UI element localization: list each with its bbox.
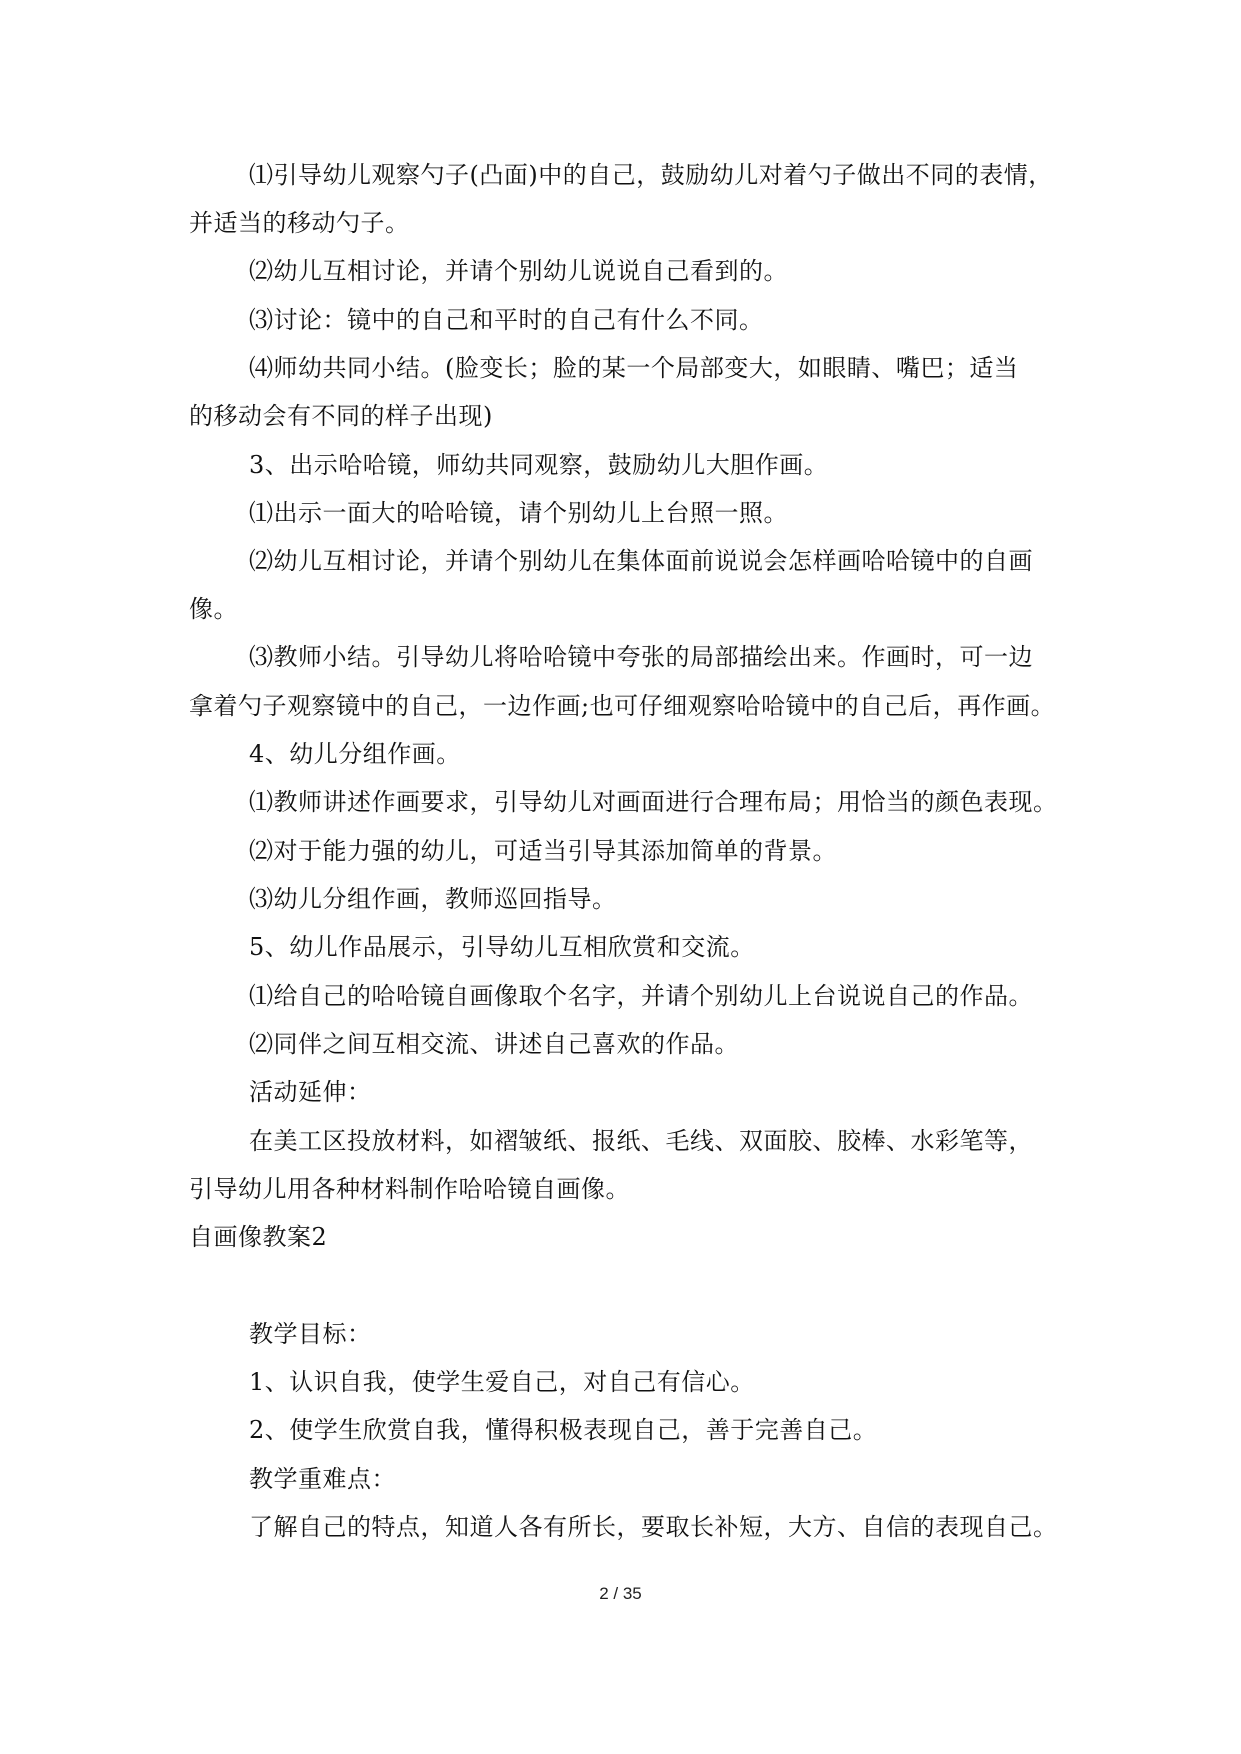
text-line: 教学重难点：: [249, 1465, 396, 1493]
text-line: ⑵幼儿互相讨论，并请个别幼儿说说自己看到的。: [249, 257, 788, 285]
text-line: ⑶讨论：镜中的自己和平时的自己有什么不同。: [249, 306, 764, 334]
text-line: 引导幼儿用各种材料制作哈哈镜自画像。: [189, 1175, 630, 1203]
text-line: 的移动会有不同的样子出现): [189, 402, 493, 430]
text-line: 了解自己的特点，知道人各有所长，要取长补短，大方、自信的表现自己。: [249, 1513, 1058, 1541]
text-line: ⑴引导幼儿观察勺子(凸面)中的自己，鼓励幼儿对着勺子做出不同的表情，: [249, 161, 1053, 189]
text-line: ⑵对于能力强的幼儿，可适当引导其添加简单的背景。: [249, 837, 837, 865]
text-line: ⑴出示一面大的哈哈镜，请个别幼儿上台照一照。: [249, 499, 788, 527]
text-line: ⑶幼儿分组作画，教师巡回指导。: [249, 885, 617, 913]
text-line: 4、幼儿分组作画。: [249, 740, 461, 768]
text-line: ⑵同伴之间互相交流、讲述自己喜欢的作品。: [249, 1030, 739, 1058]
text-line: 像。: [189, 595, 238, 623]
text-line: 3、出示哈哈镜，师幼共同观察，鼓励幼儿大胆作画。: [249, 451, 829, 479]
text-line: 活动延伸：: [249, 1078, 372, 1106]
text-line: ⑵幼儿互相讨论，并请个别幼儿在集体面前说说会怎样画哈哈镜中的自画: [249, 547, 1033, 575]
text-line: 拿着勺子观察镜中的自己，一边作画;也可仔细观察哈哈镜中的自己后，再作画。: [189, 692, 1056, 720]
text-line: ⑷师幼共同小结。(脸变长；脸的某一个局部变大，如眼睛、嘴巴；适当: [249, 354, 1019, 382]
text-line: ⑴给自己的哈哈镜自画像取个名字，并请个别幼儿上台说说自己的作品。: [249, 982, 1033, 1010]
text-line: ⑴教师讲述作画要求，引导幼儿对画面进行合理布局；用恰当的颜色表现。: [249, 788, 1058, 816]
text-line: 5、幼儿作品展示，引导幼儿互相欣赏和交流。: [249, 933, 755, 961]
text-line: 2、使学生欣赏自我，懂得积极表现自己，善于完善自己。: [249, 1416, 878, 1444]
section-heading: 自画像教案2: [189, 1223, 328, 1251]
text-line: 教学目标：: [249, 1320, 372, 1348]
text-line: 并适当的移动勺子。: [189, 209, 410, 237]
page-number: 2 / 35: [599, 1584, 642, 1603]
text-line: ⑶教师小结。引导幼儿将哈哈镜中夸张的局部描绘出来。作画时，可一边: [249, 643, 1033, 671]
text-line: 在美工区投放材料，如褶皱纸、报纸、毛线、双面胶、胶棒、水彩笔等，: [249, 1127, 1033, 1155]
text-line: 1、认识自我，使学生爱自己，对自己有信心。: [249, 1368, 755, 1396]
